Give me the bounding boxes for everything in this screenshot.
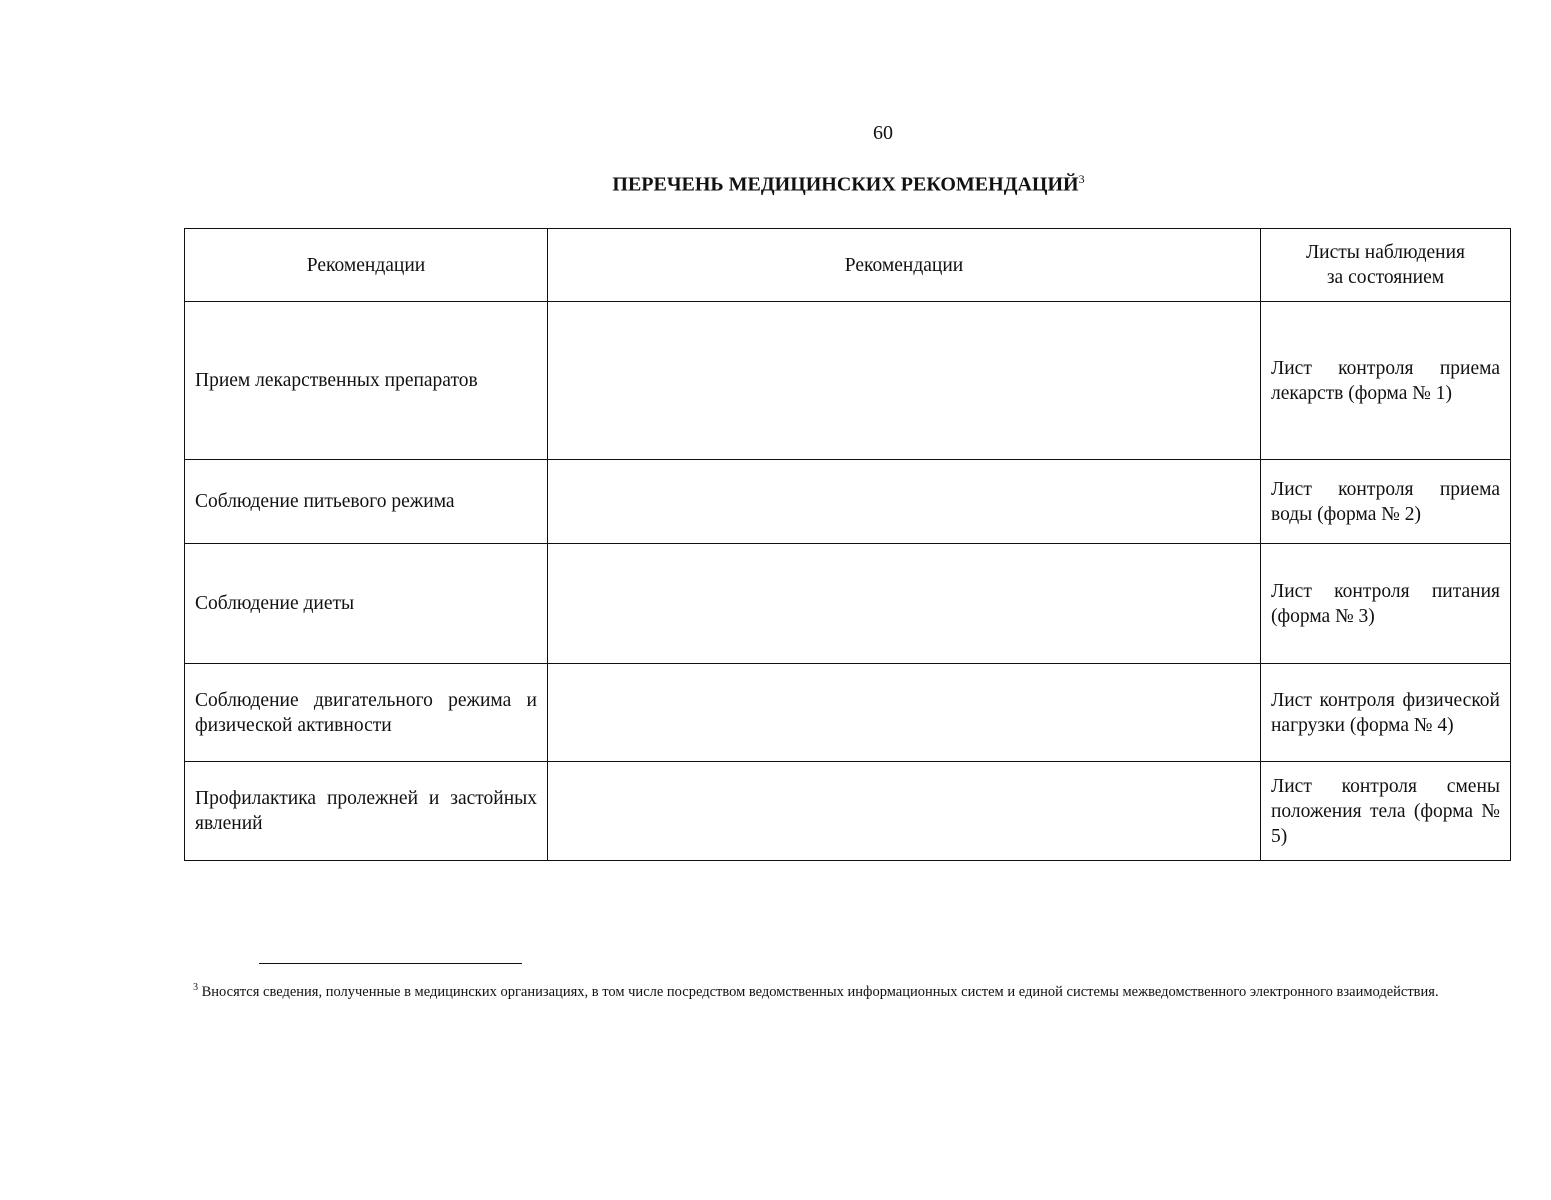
recommendation-cell: Соблюдение питьевого режима bbox=[185, 460, 548, 544]
table-row bbox=[185, 762, 1511, 861]
recommendation-cell: Соблюдение двигательного режима и физической активности bbox=[185, 664, 548, 762]
sheet-cell: Лист контроля приема воды (форма № 2) bbox=[1261, 460, 1511, 544]
details-cell bbox=[548, 762, 1261, 861]
sheet-cell: Лист контроля питания (форма № 3) bbox=[1261, 544, 1511, 664]
sheet-cell: Лист контроля приема лекарств (форма № 1) bbox=[1261, 302, 1511, 460]
details-cell bbox=[548, 544, 1261, 664]
details-cell bbox=[548, 302, 1261, 460]
sheet-cell: Лист контроля смены положения тела (форма № 5) bbox=[1261, 762, 1511, 861]
table-row bbox=[185, 544, 1511, 664]
recommendation-cell: Соблюдение диеты bbox=[185, 544, 548, 664]
table-row bbox=[185, 664, 1511, 762]
footnote-mark: 3 bbox=[193, 982, 198, 993]
details-cell bbox=[548, 460, 1261, 544]
recommendation-cell: Профилактика пролежней и застойных явлений bbox=[185, 762, 548, 861]
table-row bbox=[185, 460, 1511, 544]
table-header-row bbox=[185, 229, 1511, 302]
table-row bbox=[185, 302, 1511, 460]
page-title bbox=[0, 172, 1551, 197]
header-recommendations-details: Рекомендации bbox=[548, 229, 1261, 302]
sheet-cell: Лист контроля физической нагрузки (форма № 4) bbox=[1261, 664, 1511, 762]
footnote-text: Вносятся сведения, полученные в медицинских организациях, в том числе посредством ведомственных информационных систем и единой системы межведомственного электронного взаимодействия. bbox=[201, 983, 1439, 1000]
footnote bbox=[193, 976, 1505, 1004]
header-recommendations: Рекомендации bbox=[185, 229, 548, 302]
page-title-text: ПЕРЕЧЕНЬ МЕДИЦИНСКИХ РЕКОМЕНДАЦИЙ bbox=[612, 173, 1079, 196]
header-observation-sheets: Листы наблюдения за состоянием bbox=[1261, 229, 1511, 302]
title-footnote-mark: 3 bbox=[1078, 172, 1085, 186]
details-cell bbox=[548, 664, 1261, 762]
footnote-divider bbox=[259, 963, 522, 964]
recommendation-cell: Прием лекарственных препаратов bbox=[185, 302, 548, 460]
page-number: 60 bbox=[873, 122, 893, 144]
recommendations-table bbox=[184, 228, 1511, 861]
